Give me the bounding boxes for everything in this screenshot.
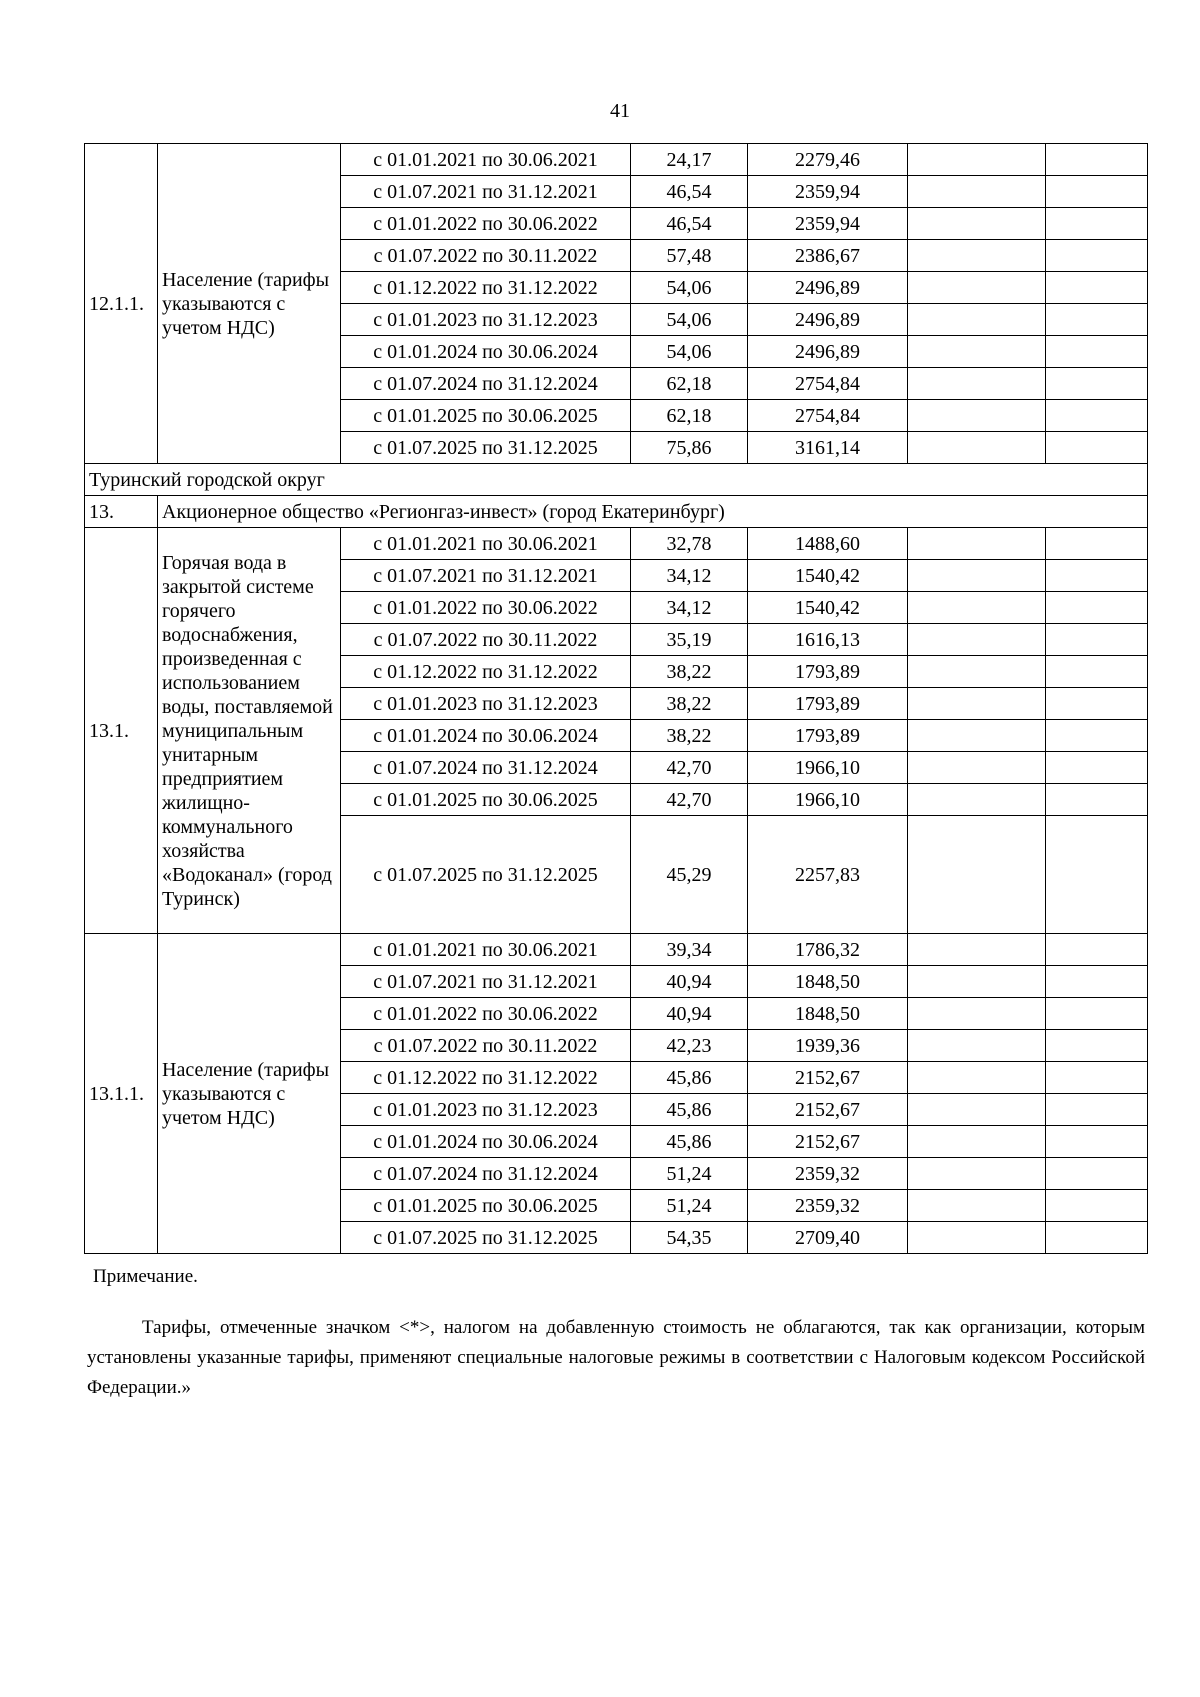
period-cell: с 01.07.2024 по 31.12.2024: [341, 1158, 631, 1190]
component-cell: 51,24: [631, 1190, 748, 1222]
tariff-table-body: [85, 144, 1148, 1254]
component-cell: 45,86: [631, 1094, 748, 1126]
empty-cell: [908, 656, 1046, 688]
energy-cell: 2359,94: [748, 176, 908, 208]
energy-cell: 2359,94: [748, 208, 908, 240]
period-cell: с 01.12.2022 по 31.12.2022: [341, 272, 631, 304]
empty-cell: [908, 176, 1046, 208]
period-cell: с 01.07.2024 по 31.12.2024: [341, 752, 631, 784]
energy-cell: 2386,67: [748, 240, 908, 272]
empty-cell: [908, 720, 1046, 752]
component-cell: 38,22: [631, 720, 748, 752]
row-code: 13.1.: [85, 528, 158, 934]
empty-cell: [1046, 1222, 1148, 1254]
empty-cell: [1046, 240, 1148, 272]
component-cell: 32,78: [631, 528, 748, 560]
row-name: Население (тарифы указываются с учетом НДС): [158, 144, 341, 464]
component-cell: 54,06: [631, 336, 748, 368]
energy-cell: 2496,89: [748, 272, 908, 304]
component-cell: 24,17: [631, 144, 748, 176]
empty-cell: [1046, 1190, 1148, 1222]
empty-cell: [1046, 368, 1148, 400]
energy-cell: 2152,67: [748, 1094, 908, 1126]
empty-cell: [1046, 528, 1148, 560]
period-cell: с 01.01.2025 по 30.06.2025: [341, 1190, 631, 1222]
empty-cell: [1046, 998, 1148, 1030]
period-cell: с 01.07.2025 по 31.12.2025: [341, 432, 631, 464]
period-cell: с 01.07.2021 по 31.12.2021: [341, 966, 631, 998]
district-row: [85, 464, 1148, 496]
empty-cell: [908, 1190, 1046, 1222]
energy-cell: 2257,83: [748, 816, 908, 934]
org-row: [85, 496, 1148, 528]
period-cell: с 01.01.2024 по 30.06.2024: [341, 1126, 631, 1158]
energy-cell: 1540,42: [748, 592, 908, 624]
period-cell: с 01.01.2022 по 30.06.2022: [341, 208, 631, 240]
component-cell: 54,06: [631, 304, 748, 336]
period-cell: с 01.01.2024 по 30.06.2024: [341, 720, 631, 752]
component-cell: 62,18: [631, 400, 748, 432]
component-cell: 40,94: [631, 966, 748, 998]
energy-cell: 2709,40: [748, 1222, 908, 1254]
component-cell: 75,86: [631, 432, 748, 464]
empty-cell: [908, 304, 1046, 336]
empty-cell: [908, 624, 1046, 656]
empty-cell: [908, 400, 1046, 432]
period-cell: с 01.07.2021 по 31.12.2021: [341, 176, 631, 208]
period-cell: с 01.07.2022 по 30.11.2022: [341, 624, 631, 656]
empty-cell: [1046, 1062, 1148, 1094]
component-cell: 54,35: [631, 1222, 748, 1254]
period-cell: с 01.01.2023 по 31.12.2023: [341, 1094, 631, 1126]
energy-cell: 2496,89: [748, 336, 908, 368]
empty-cell: [1046, 1094, 1148, 1126]
period-cell: с 01.01.2023 по 31.12.2023: [341, 304, 631, 336]
component-cell: 40,94: [631, 998, 748, 1030]
empty-cell: [908, 1094, 1046, 1126]
empty-cell: [1046, 176, 1148, 208]
energy-cell: 1939,36: [748, 1030, 908, 1062]
component-cell: 38,22: [631, 688, 748, 720]
empty-cell: [1046, 272, 1148, 304]
period-cell: с 01.07.2022 по 30.11.2022: [341, 1030, 631, 1062]
period-cell: с 01.07.2025 по 31.12.2025: [341, 816, 631, 934]
empty-cell: [1046, 966, 1148, 998]
table-row: [85, 934, 1148, 966]
period-cell: с 01.12.2022 по 31.12.2022: [341, 656, 631, 688]
component-cell: 51,24: [631, 1158, 748, 1190]
empty-cell: [1046, 1030, 1148, 1062]
period-cell: с 01.07.2025 по 31.12.2025: [341, 1222, 631, 1254]
page-number: 41: [610, 100, 630, 122]
empty-cell: [1046, 304, 1148, 336]
period-cell: с 01.07.2024 по 31.12.2024: [341, 368, 631, 400]
empty-cell: [1046, 1126, 1148, 1158]
period-cell: с 01.01.2025 по 30.06.2025: [341, 400, 631, 432]
energy-cell: 1966,10: [748, 752, 908, 784]
energy-cell: 1616,13: [748, 624, 908, 656]
component-cell: 57,48: [631, 240, 748, 272]
empty-cell: [908, 1222, 1046, 1254]
energy-cell: 1793,89: [748, 656, 908, 688]
component-cell: 42,70: [631, 784, 748, 816]
note-text: Тарифы, отмеченные значком <*>, налогом на добавленную стоимость не облагаются, так как организации, которым установлены указанные тарифы, применяют специальные налоговые режимы в соответствии с Налоговым кодексом Российской Федерации.»: [87, 1317, 1145, 1398]
empty-cell: [1046, 656, 1148, 688]
empty-cell: [1046, 560, 1148, 592]
component-cell: 35,19: [631, 624, 748, 656]
component-cell: 38,22: [631, 656, 748, 688]
energy-cell: 2754,84: [748, 400, 908, 432]
row-code: 13.1.1.: [85, 934, 158, 1254]
energy-cell: 2496,89: [748, 304, 908, 336]
component-cell: 45,86: [631, 1062, 748, 1094]
empty-cell: [908, 688, 1046, 720]
table-row: [85, 144, 1148, 176]
empty-cell: [908, 752, 1046, 784]
period-cell: с 01.01.2023 по 31.12.2023: [341, 688, 631, 720]
component-cell: 62,18: [631, 368, 748, 400]
period-cell: с 01.01.2022 по 30.06.2022: [341, 998, 631, 1030]
component-cell: 54,06: [631, 272, 748, 304]
empty-cell: [1046, 432, 1148, 464]
empty-cell: [908, 560, 1046, 592]
org-code: 13.: [85, 496, 158, 528]
empty-cell: [908, 336, 1046, 368]
energy-cell: 2152,67: [748, 1126, 908, 1158]
empty-cell: [908, 432, 1046, 464]
energy-cell: 2754,84: [748, 368, 908, 400]
energy-cell: 2152,67: [748, 1062, 908, 1094]
energy-cell: 3161,14: [748, 432, 908, 464]
empty-cell: [908, 528, 1046, 560]
period-cell: с 01.01.2021 по 30.06.2021: [341, 528, 631, 560]
period-cell: с 01.01.2022 по 30.06.2022: [341, 592, 631, 624]
energy-cell: 2279,46: [748, 144, 908, 176]
energy-cell: 1793,89: [748, 688, 908, 720]
empty-cell: [1046, 752, 1148, 784]
empty-cell: [1046, 1158, 1148, 1190]
empty-cell: [1046, 688, 1148, 720]
empty-cell: [1046, 720, 1148, 752]
empty-cell: [1046, 784, 1148, 816]
empty-cell: [908, 1158, 1046, 1190]
empty-cell: [1046, 592, 1148, 624]
component-cell: 46,54: [631, 208, 748, 240]
empty-cell: [908, 240, 1046, 272]
empty-cell: [908, 934, 1046, 966]
empty-cell: [1046, 336, 1148, 368]
component-cell: 42,23: [631, 1030, 748, 1062]
energy-cell: 1540,42: [748, 560, 908, 592]
empty-cell: [1046, 624, 1148, 656]
period-cell: с 01.07.2022 по 30.11.2022: [341, 240, 631, 272]
empty-cell: [908, 208, 1046, 240]
energy-cell: 2359,32: [748, 1158, 908, 1190]
period-cell: с 01.01.2021 по 30.06.2021: [341, 934, 631, 966]
empty-cell: [908, 144, 1046, 176]
component-cell: 42,70: [631, 752, 748, 784]
component-cell: 34,12: [631, 592, 748, 624]
empty-cell: [908, 998, 1046, 1030]
table-row: [85, 528, 1148, 560]
org-name: Акционерное общество «Регионгаз-инвест» (город Екатеринбург): [158, 496, 1148, 528]
component-cell: 39,34: [631, 934, 748, 966]
district-name: Туринский городской округ: [85, 464, 1148, 496]
energy-cell: 1488,60: [748, 528, 908, 560]
empty-cell: [908, 1126, 1046, 1158]
empty-cell: [908, 816, 1046, 934]
empty-cell: [1046, 400, 1148, 432]
empty-cell: [1046, 934, 1148, 966]
period-cell: с 01.07.2021 по 31.12.2021: [341, 560, 631, 592]
empty-cell: [908, 966, 1046, 998]
note-title: Примечание.: [93, 1266, 198, 1287]
empty-cell: [908, 784, 1046, 816]
empty-cell: [1046, 144, 1148, 176]
row-name: Горячая вода в закрытой системе горячего водоснабжения, произведенная с использованием воды, поставляемой муниципальным унитарным предприятием жилищно-коммунального хозяйства «Водоканал» (город Туринск): [158, 528, 341, 934]
row-code: 12.1.1.: [85, 144, 158, 464]
empty-cell: [908, 272, 1046, 304]
energy-cell: 1793,89: [748, 720, 908, 752]
component-cell: 34,12: [631, 560, 748, 592]
empty-cell: [1046, 208, 1148, 240]
component-cell: 46,54: [631, 176, 748, 208]
empty-cell: [908, 592, 1046, 624]
empty-cell: [908, 368, 1046, 400]
energy-cell: 2359,32: [748, 1190, 908, 1222]
empty-cell: [1046, 816, 1148, 934]
energy-cell: 1786,32: [748, 934, 908, 966]
energy-cell: 1848,50: [748, 966, 908, 998]
period-cell: с 01.01.2024 по 30.06.2024: [341, 336, 631, 368]
empty-cell: [908, 1062, 1046, 1094]
period-cell: с 01.01.2021 по 30.06.2021: [341, 144, 631, 176]
period-cell: с 01.12.2022 по 31.12.2022: [341, 1062, 631, 1094]
period-cell: с 01.01.2025 по 30.06.2025: [341, 784, 631, 816]
row-name: Население (тарифы указываются с учетом НДС): [158, 934, 341, 1254]
tariff-table: [84, 143, 1148, 1254]
component-cell: 45,29: [631, 816, 748, 934]
energy-cell: 1966,10: [748, 784, 908, 816]
component-cell: 45,86: [631, 1126, 748, 1158]
empty-cell: [908, 1030, 1046, 1062]
energy-cell: 1848,50: [748, 998, 908, 1030]
